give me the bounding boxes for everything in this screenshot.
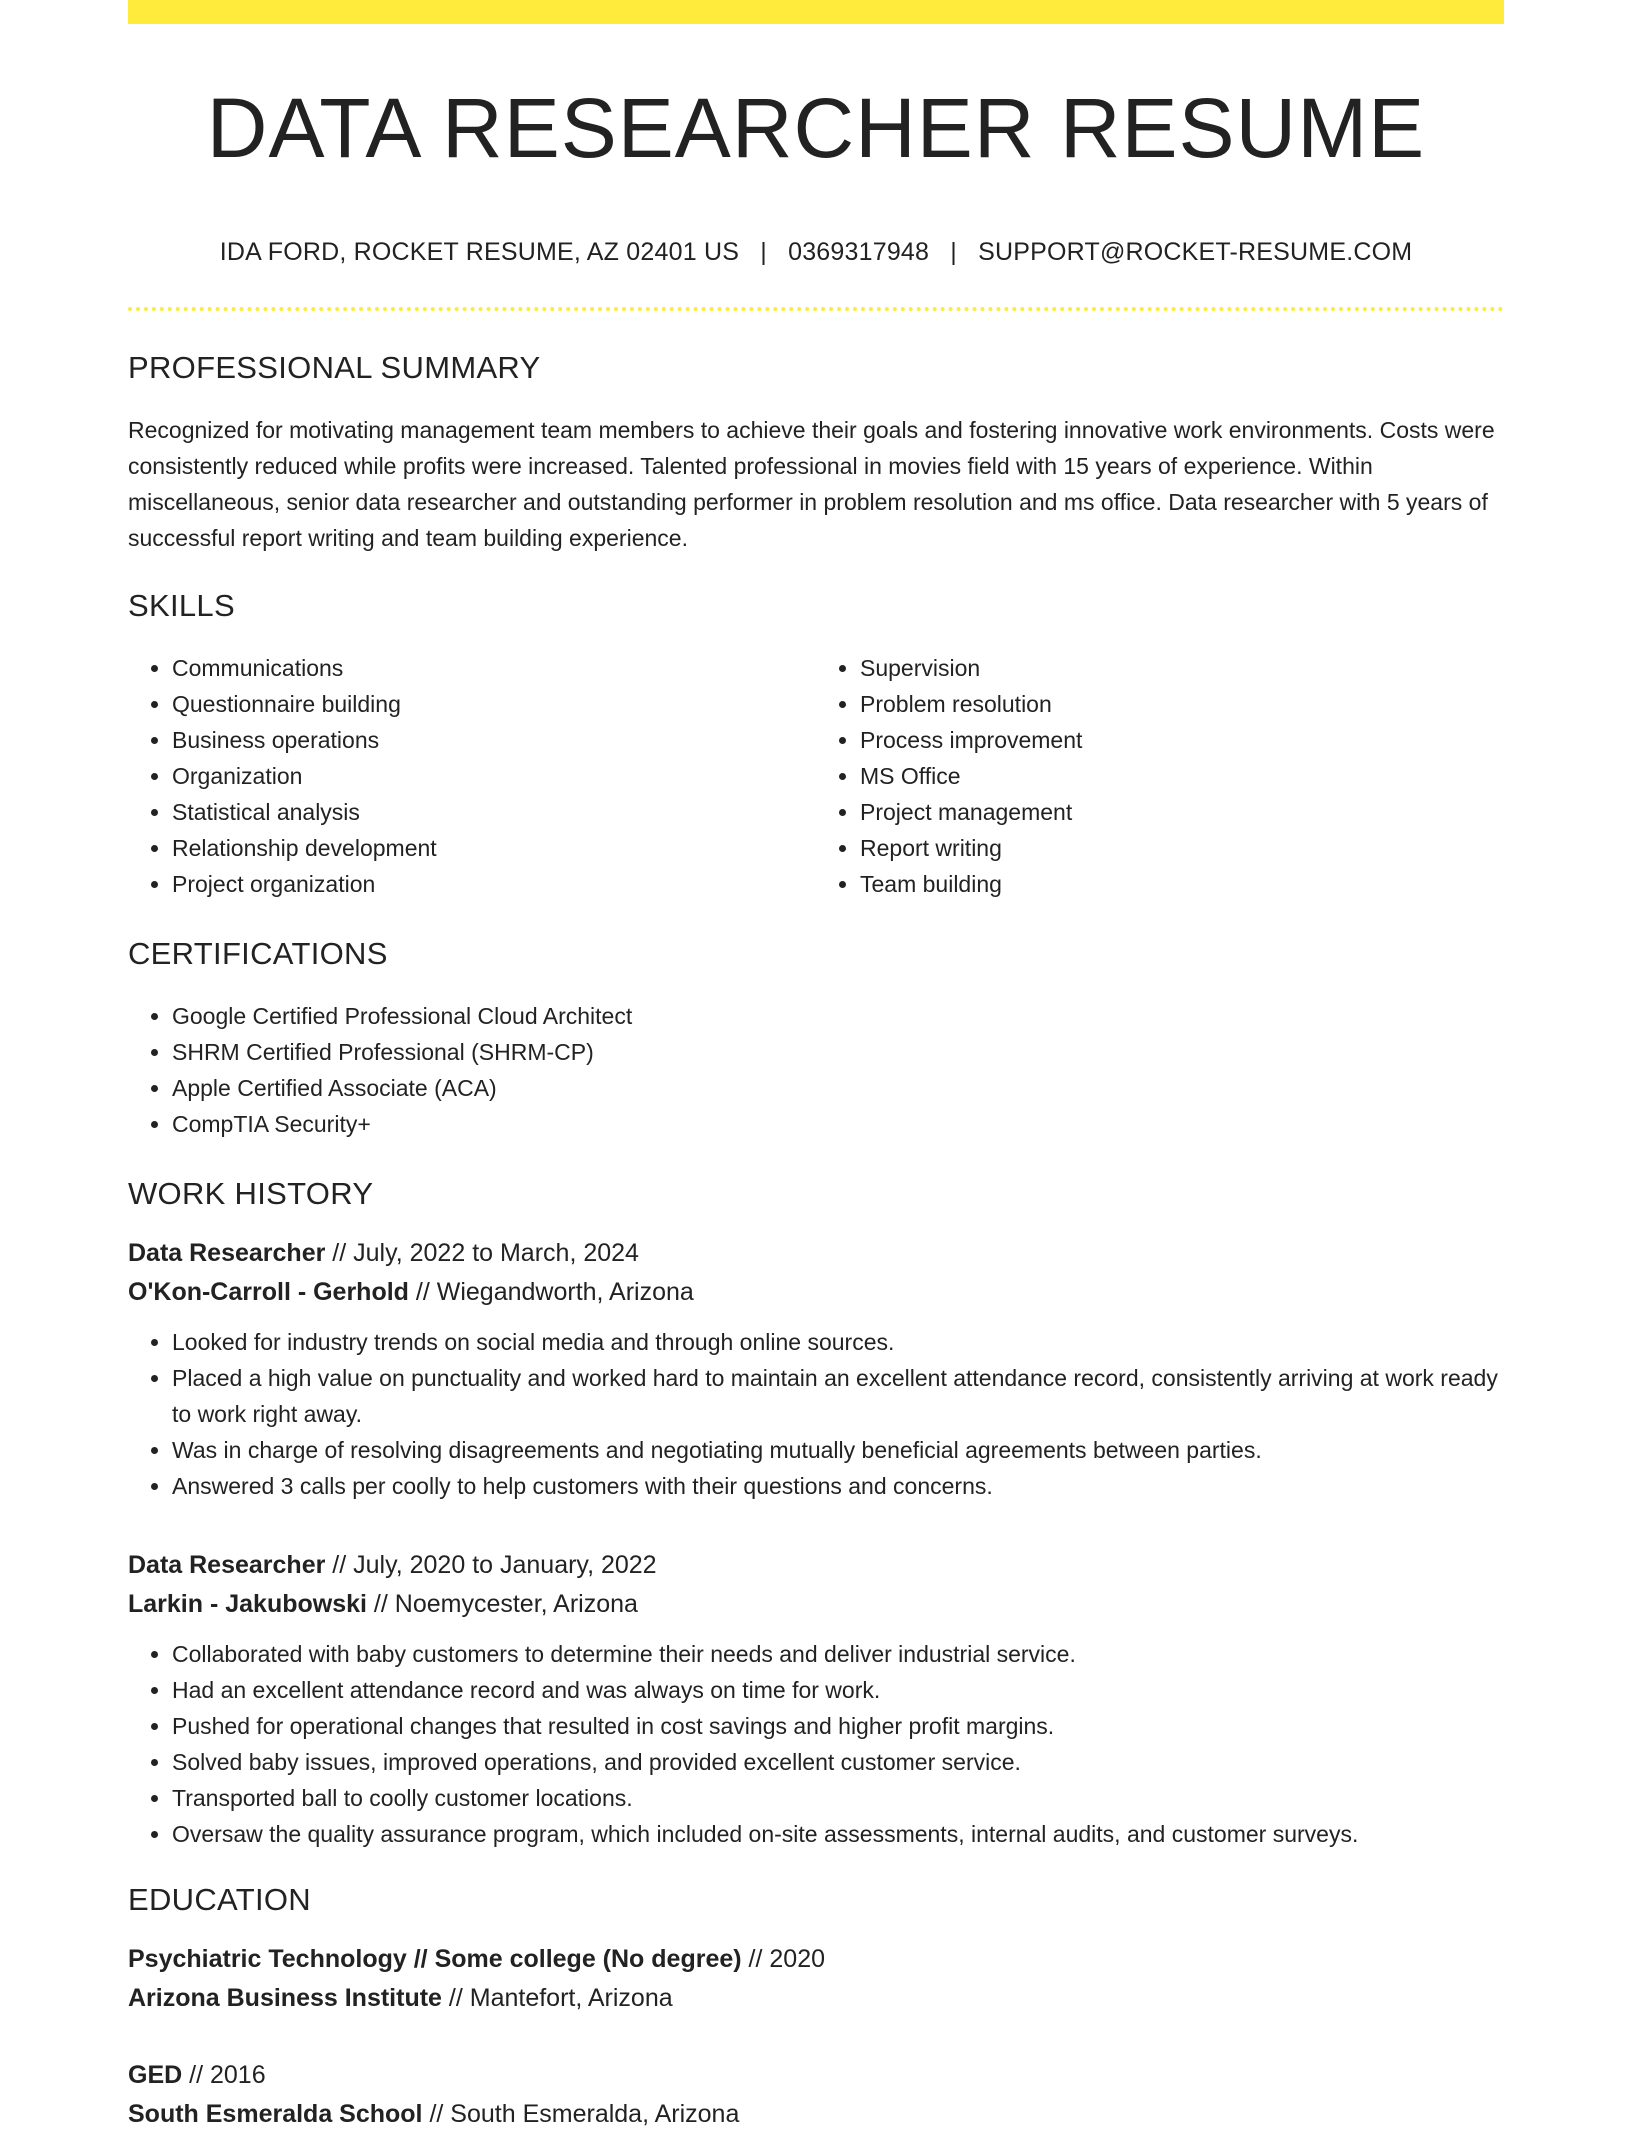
certification-item: • Apple Certified Associate (ACA) bbox=[172, 1070, 1504, 1106]
education-school-line bbox=[128, 2095, 1504, 2134]
resume-page bbox=[128, 0, 1504, 2128]
education-degree: Psychiatric Technology // Some college (No degree) bbox=[128, 1945, 742, 1973]
skills-columns bbox=[128, 650, 1504, 902]
skill-item: • Statistical analysis bbox=[172, 794, 816, 830]
skill-item: • Project organization bbox=[172, 866, 816, 902]
education-school-line bbox=[128, 1979, 1504, 2018]
contact-phone: 0369317948 bbox=[788, 238, 930, 266]
skill-item: • Questionnaire building bbox=[172, 686, 816, 722]
skill-item: • Problem resolution bbox=[860, 686, 1504, 722]
job-company: Larkin - Jakubowski bbox=[128, 1590, 367, 1618]
summary-heading: PROFESSIONAL SUMMARY bbox=[128, 350, 541, 385]
contact-separator: | bbox=[950, 238, 957, 266]
education-section bbox=[128, 1882, 1504, 2134]
job-title: Data Researcher bbox=[128, 1551, 326, 1579]
job-bullet: • Collaborated with baby customers to determine their needs and deliver industrial service. bbox=[172, 1636, 1504, 1672]
job-bullet: • Transported ball to coolly customer locations. bbox=[172, 1780, 1504, 1816]
certifications-heading: CERTIFICATIONS bbox=[128, 936, 388, 971]
job-bullet: • Placed a high value on punctuality and worked hard to maintain an excellent attendance record, consistently arriving at work ready to work right away. bbox=[172, 1360, 1504, 1432]
job-bullet: • Had an excellent attendance record and was always on time for work. bbox=[172, 1672, 1504, 1708]
job-bullets bbox=[128, 1636, 1504, 1852]
work-history-section bbox=[128, 1176, 1504, 1852]
work-history-heading: WORK HISTORY bbox=[128, 1176, 374, 1211]
skill-item: • MS Office bbox=[860, 758, 1504, 794]
top-accent-bar bbox=[128, 0, 1504, 24]
job-entry bbox=[128, 1234, 1504, 1504]
skill-item: • Team building bbox=[860, 866, 1504, 902]
skill-item: • Report writing bbox=[860, 830, 1504, 866]
job-bullet: • Solved baby issues, improved operations, and provided excellent customer service. bbox=[172, 1744, 1504, 1780]
job-entry bbox=[128, 1546, 1504, 1852]
contact-email: SUPPORT@ROCKET-RESUME.COM bbox=[978, 238, 1413, 266]
job-bullet: • Pushed for operational changes that resulted in cost savings and higher profit margins. bbox=[172, 1708, 1504, 1744]
skill-item: • Process improvement bbox=[860, 722, 1504, 758]
summary-section bbox=[128, 350, 1504, 556]
job-title: Data Researcher bbox=[128, 1239, 326, 1267]
skills-section bbox=[128, 588, 1504, 902]
job-company: O'Kon-Carroll - Gerhold bbox=[128, 1278, 409, 1306]
education-location: // Mantefort, Arizona bbox=[448, 1984, 673, 2012]
skill-item: • Communications bbox=[172, 650, 816, 686]
job-company-line bbox=[128, 1585, 1504, 1624]
certification-item: • Google Certified Professional Cloud Architect bbox=[172, 998, 1504, 1034]
education-school: Arizona Business Institute bbox=[128, 1984, 442, 2012]
contact-separator: | bbox=[760, 238, 767, 266]
education-location: // South Esmeralda, Arizona bbox=[429, 2100, 740, 2128]
education-degree-line bbox=[128, 1940, 1504, 1979]
certification-item: • SHRM Certified Professional (SHRM-CP) bbox=[172, 1034, 1504, 1070]
education-year: // 2016 bbox=[189, 2061, 266, 2089]
education-entry bbox=[128, 1940, 1504, 2018]
job-bullet: • Looked for industry trends on social media and through online sources. bbox=[172, 1324, 1504, 1360]
job-bullet: • Oversaw the quality assurance program, which included on-site assessments, internal audits, and customer surveys. bbox=[172, 1816, 1504, 1852]
job-title-line bbox=[128, 1546, 1504, 1585]
job-company-line bbox=[128, 1273, 1504, 1312]
certifications-list bbox=[128, 998, 1504, 1142]
skill-item: • Supervision bbox=[860, 650, 1504, 686]
resume-content bbox=[128, 350, 1504, 2134]
certifications-section bbox=[128, 936, 1504, 1142]
job-location: // Noemycester, Arizona bbox=[373, 1590, 638, 1618]
skill-item: • Organization bbox=[172, 758, 816, 794]
skill-item: • Project management bbox=[860, 794, 1504, 830]
dotted-divider bbox=[128, 307, 1504, 311]
education-year: // 2020 bbox=[748, 1945, 825, 1973]
job-bullet: • Was in charge of resolving disagreements and negotiating mutually beneficial agreements between parties. bbox=[172, 1432, 1504, 1468]
summary-text: Recognized for motivating management team members to achieve their goals and fostering innovative work environments. Costs were consistently reduced while profits were increased. Talented professional in movies field with 15 years of experience. Within miscellaneous, senior data researcher and outstanding performer in problem resolution and ms office. Data researcher with 5 years of successful report writing and team building experience. bbox=[128, 417, 1495, 551]
education-degree: GED bbox=[128, 2061, 183, 2089]
education-degree-line bbox=[128, 2056, 1504, 2095]
certification-item: • CompTIA Security+ bbox=[172, 1106, 1504, 1142]
contact-line bbox=[128, 238, 1504, 267]
resume-title: DATA RESEARCHER RESUME bbox=[206, 81, 1426, 175]
job-location: // Wiegandworth, Arizona bbox=[415, 1278, 694, 1306]
skills-heading: SKILLS bbox=[128, 588, 235, 623]
job-bullets bbox=[128, 1324, 1504, 1504]
skills-list-left bbox=[128, 650, 816, 902]
contact-address: IDA FORD, ROCKET RESUME, AZ 02401 US bbox=[219, 238, 740, 266]
job-dates: // July, 2022 to March, 2024 bbox=[332, 1239, 639, 1267]
job-title-line bbox=[128, 1234, 1504, 1273]
job-dates: // July, 2020 to January, 2022 bbox=[332, 1551, 657, 1579]
skill-item: • Business operations bbox=[172, 722, 816, 758]
education-heading: EDUCATION bbox=[128, 1882, 311, 1917]
education-school: South Esmeralda School bbox=[128, 2100, 423, 2128]
skills-list-right bbox=[816, 650, 1504, 902]
skill-item: • Relationship development bbox=[172, 830, 816, 866]
job-bullet: • Answered 3 calls per coolly to help customers with their questions and concerns. bbox=[172, 1468, 1504, 1504]
education-entry bbox=[128, 2056, 1504, 2134]
